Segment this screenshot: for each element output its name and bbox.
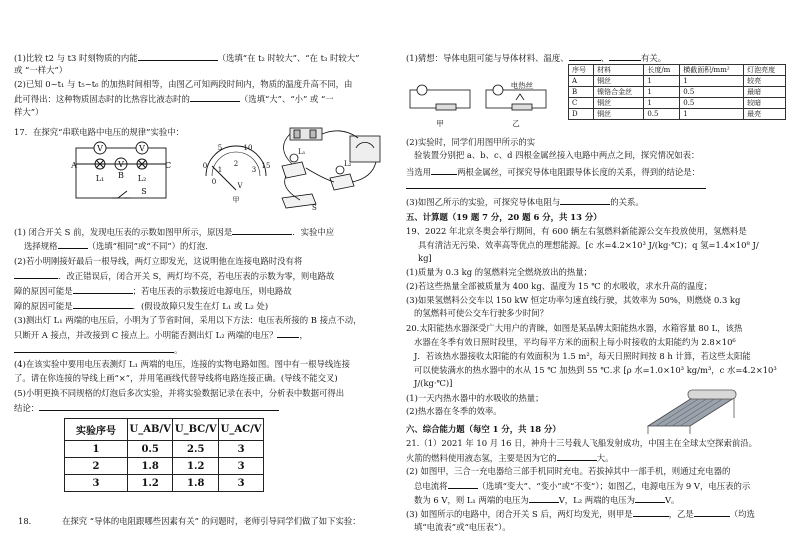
- q16-part1b: 或 “一样大”）: [14, 65, 68, 75]
- point-a-label: A: [71, 161, 77, 170]
- table-cell: 镍铬合金丝: [594, 87, 644, 98]
- table-header: 材料: [594, 65, 644, 76]
- material-table: [568, 64, 786, 120]
- lamp-l1-label: L₁: [95, 174, 105, 183]
- q18-part3: (3)如图乙所示的实验，可探究导体电阻与 的关系。: [406, 197, 644, 207]
- table-header: 序号: [569, 65, 594, 76]
- table-header: U_AC/V: [219, 419, 264, 441]
- table-cell: D: [569, 109, 594, 120]
- table-header: 长度/m: [644, 65, 680, 76]
- q19-intro-b: 具有清洁无污染、效率高等优点的理想能源。[c 水=4.2×10³ J/(kg·℃)；q 氢=1.4×10⁸ J/: [418, 240, 759, 250]
- table-cell: 3: [65, 475, 128, 492]
- table-cell: 1: [644, 76, 680, 87]
- q16-part2b: 此可得出：这种物质固态时的比热容比液态时的 （选填“大”、“小” 或 “一: [14, 94, 334, 104]
- q17-part3: (3)测出灯 L₁ 两端的电压后，小明为了节省时间，采用以下方法：电压表所接的 B 接点不动，: [14, 315, 362, 325]
- table-row: [65, 458, 264, 475]
- q16-part2: (2)已知 0~t₁ 与 t₅~t₆ 的加热时间相等，由图乙可知两段时间内，物质的温度升高不同，由: [14, 79, 353, 89]
- q21-part2: (2) 如图甲，三合一充电器给三部手机同时充电。若拔掉其中一部手机，则通过充电器的: [406, 466, 731, 476]
- q17-part5b: 结论：: [14, 402, 279, 414]
- table-cell: 3: [219, 458, 264, 475]
- point-c-label: C: [164, 161, 172, 170]
- q17-part1b: 选择规格 （选填“相同”或“不同”）的灯泡．: [24, 241, 214, 251]
- q19-part3: (3)如果氢燃料公交车以 150 kW 恒定功率匀速直线行驶，其效率为 50%，则燃烧 0.3 kg: [406, 295, 741, 305]
- table-row: [569, 109, 786, 120]
- figure-jia-label: 甲: [232, 196, 240, 204]
- q17-part4b: 了。请在你连接的导线上画“×”，并用笔画线代替导线将电路连接正确。(导线不能交叉): [14, 373, 338, 383]
- q16-part1: (1)比较 t2 与 t3 时刻物质的内能 （选填“在 t₂ 时较大”、“在 t₃ 时较大”: [14, 53, 360, 63]
- table-header-row: [569, 65, 786, 76]
- physical-circuit-sketch: [272, 118, 390, 218]
- table-cell: 1: [65, 441, 128, 458]
- table-cell: 2: [65, 458, 128, 475]
- switch-s-label: S: [141, 187, 147, 196]
- table-header: U_AB/V: [128, 419, 173, 441]
- dial-tick-0b: 0: [211, 178, 217, 186]
- table-row: [569, 87, 786, 98]
- left-column: [0, 0, 395, 550]
- table-cell: 较亮: [744, 76, 786, 87]
- q18-title: 在探究 “导体的电阻跟哪些因素有关” 的问题时，老师引导同学们做了如下实验：: [62, 516, 361, 526]
- table-cell: 0.5: [128, 441, 173, 458]
- table-cell: 最亮: [744, 109, 786, 120]
- sketch-l1-label: L₁: [298, 148, 306, 156]
- q20-intro-d: 可以使装满水的热水器中的水从 15 ℃ 加热到 55 ℃.求 [ρ 水=1.0×10³ kg/m³，c 水=4.2×10³: [414, 365, 777, 375]
- q20-intro-c: J．若该热水器接收太阳能的有效面积为 1.5 m²，每天日照时间按 8 h 计算，若这些太阳能: [414, 351, 751, 361]
- q19-intro: 19、2022 年北京冬奥会举行期间，有 600 辆左右氢燃料新能源公交车投放使用，氢燃料是: [406, 226, 747, 236]
- voltage-data-table: [64, 418, 264, 492]
- q18-part2b: 验装置分别把 a、b、c、d 四根金属丝接入电路中两点之间，探究情况如表：: [414, 150, 700, 160]
- dial-tick-15: 15: [261, 162, 271, 170]
- table-cell: 3: [219, 441, 264, 458]
- sketch-l2-label: L₂: [344, 160, 352, 168]
- table-cell: 铜丝: [594, 76, 644, 87]
- lamp-l2-label: L₂: [137, 174, 147, 183]
- dial-unit: V: [237, 182, 243, 190]
- q19-part3b: 的氢燃料可使公交车行驶多少时间？: [414, 308, 548, 318]
- resistance-experiment-figures: [406, 64, 554, 132]
- dial-tick-1: 1: [217, 166, 223, 174]
- q20-intro-b: 水器在冬季有效日照时段里，平均每平方米的面积上每小时接收的太阳能约为 2.8×10⁶: [414, 337, 736, 347]
- table-cell: 0.5: [644, 109, 680, 120]
- table-header-row: [65, 419, 264, 441]
- q19-intro-c: kg]: [418, 253, 432, 263]
- table-cell: 1: [644, 98, 680, 109]
- table-cell: 铜丝: [594, 109, 644, 120]
- table-cell: 3: [219, 475, 264, 492]
- q17-part2d: 障的原因可能是 ．(假设故障只发生在灯 L₁ 或 L₂ 处): [14, 301, 269, 311]
- q19-part1: (1)质量为 0.3 kg 的氢燃料完全燃烧放出的热量；: [406, 267, 592, 277]
- table-row: [569, 98, 786, 109]
- table-cell: 0.5: [680, 98, 744, 109]
- table-cell: 较暗: [744, 98, 786, 109]
- dial-tick-0: 0: [202, 162, 208, 170]
- q17-part2: (2)若小明刚接好最后一根导线，两灯立即发光，这说明他在连接电路时没有将: [14, 256, 303, 266]
- q21-part2c: 数为 6 V，则 L₁ 两端的电压为 V，L₂ 两端的电压为 V。: [414, 495, 680, 505]
- solar-water-heater-image: [642, 388, 738, 436]
- q21-part1b: 火箭的燃料使用液态氢，主要是因为它的 大。: [406, 453, 614, 463]
- q20-part2: (2)热水器在冬季的效率。: [406, 406, 502, 416]
- table-header: 横截面积/mm²: [680, 65, 744, 76]
- q18-part1: (1)猜想：导体电阻可能与导体材料、温度、 、 有关。: [406, 53, 667, 63]
- q16-part2c: 样大”）: [14, 107, 44, 117]
- table-header: 实验序号: [65, 419, 128, 441]
- table-cell: 1.8: [128, 458, 173, 475]
- q17-part2b: ．改正错误后，闭合开关 S，两灯均不亮，若电压表的示数为零，则电路故: [14, 270, 334, 282]
- q17-title: 17．在探究“串联电路中电压的规律”实验中：: [14, 127, 184, 137]
- table-cell: B: [569, 87, 594, 98]
- q21-part3: (3) 如图所示的电路中，闭合开关 S 后，两灯均发光，则甲是 ，乙是 （均选: [406, 509, 755, 519]
- voltmeter-v1-label: V: [97, 144, 103, 153]
- voltmeter-dial-figure: [200, 138, 272, 206]
- table-header: U_BC/V: [173, 419, 219, 441]
- q17-part2c: 障的原因可能是 ；若电压表的示数接近电源电压，则电路故: [14, 286, 292, 296]
- q20-intro: 20.太阳能热水器深受广大用户的青睐，如图是某品牌太阳能热水器，水箱容量 80 L，该热: [406, 323, 743, 333]
- q21-part2b: 总电流将 （选填“变大”、“变小”或“不变”）；如图乙，电源电压为 9 V，电压表的示: [414, 481, 751, 491]
- q20-intro-e: J/(kg·℃)]: [414, 378, 453, 388]
- table-cell: 1.2: [128, 475, 173, 492]
- table-row: [65, 441, 264, 458]
- q21-part1: 21.（1）2021 年 10 月 16 日，神舟十三号载人飞船发射成功，中国主在全球太空探索前沿。: [406, 438, 757, 448]
- dial-tick-3: 3: [251, 166, 257, 174]
- q19-part2: (2)若这些热量全部被质量为 400 kg、温度为 15 ℃ 的水吸收，求水升高的温度；: [406, 281, 713, 291]
- q18-part2c: 当选用 两根金属丝，可探究导体电阻跟导体长度的关系，得到的结论是：: [406, 167, 700, 177]
- section5-title: 五、计算题（19 题 7 分，20 题 6 分，共 13 分）: [406, 212, 602, 222]
- table-cell: A: [569, 76, 594, 87]
- table-cell: 1: [644, 87, 680, 98]
- q18-number: 18．: [18, 516, 38, 526]
- table-row: [569, 76, 786, 87]
- table-cell: 铜丝: [594, 98, 644, 109]
- q18-part2d: [406, 180, 706, 192]
- heating-wire-label: 电热丝: [510, 81, 534, 90]
- right-column: [400, 0, 794, 550]
- q17-part3c: 。: [14, 344, 182, 356]
- table-row: [65, 475, 264, 492]
- dial-tick-10: 10: [243, 144, 253, 152]
- q18-part2: (2)实验时，同学们用图甲所示的实: [406, 137, 536, 147]
- voltmeter-v2-label: V: [139, 144, 145, 153]
- section6-title: 六、综合能力题（每空 1 分，共 18 分）: [406, 424, 561, 434]
- table-header: 灯泡亮度: [744, 65, 786, 76]
- voltmeter-v3-label: V: [118, 160, 124, 169]
- dial-tick-5: 5: [217, 144, 223, 152]
- q21-part3b: 填“电流表”或“电压表”）。: [414, 522, 511, 532]
- series-circuit-diagram: [72, 136, 172, 214]
- table-cell: 1: [680, 76, 744, 87]
- q17-part1: (1) 闭合开关 S 前，发现电压表的示数如图甲所示，原因是 ．实验中应: [14, 227, 335, 237]
- q17-part5: (5)小明更换不同规格的灯泡后多次实验，并将实验数据记录在表中，分析表中数据可得出: [14, 388, 345, 398]
- figure-jia-caption: 甲: [436, 119, 444, 128]
- point-b-label: B: [118, 171, 124, 180]
- q20-part1: (1)一天内热水器中的水吸收的热量；: [406, 393, 544, 403]
- q17-part3b: 只断开 A 接点，并改接到 C 接点上。小明能否测出灯 L₂ 两端的电压？ ，: [14, 330, 308, 340]
- sketch-s-label: S: [312, 204, 317, 212]
- table-cell: 最暗: [744, 87, 786, 98]
- q17-part4: (4)在该实验中要用电压表测灯 L₁ 两端的电压，连接的实物电路如图。图中有一根导线连接: [14, 359, 350, 369]
- table-cell: 1.2: [173, 458, 219, 475]
- table-cell: 0.5: [680, 87, 744, 98]
- figure-yi-caption: 乙: [512, 119, 520, 128]
- table-cell: 2.5: [173, 441, 219, 458]
- dial-tick-2: 2: [233, 160, 239, 168]
- table-cell: 1.8: [173, 475, 219, 492]
- table-cell: 1: [680, 109, 744, 120]
- table-cell: C: [569, 98, 594, 109]
